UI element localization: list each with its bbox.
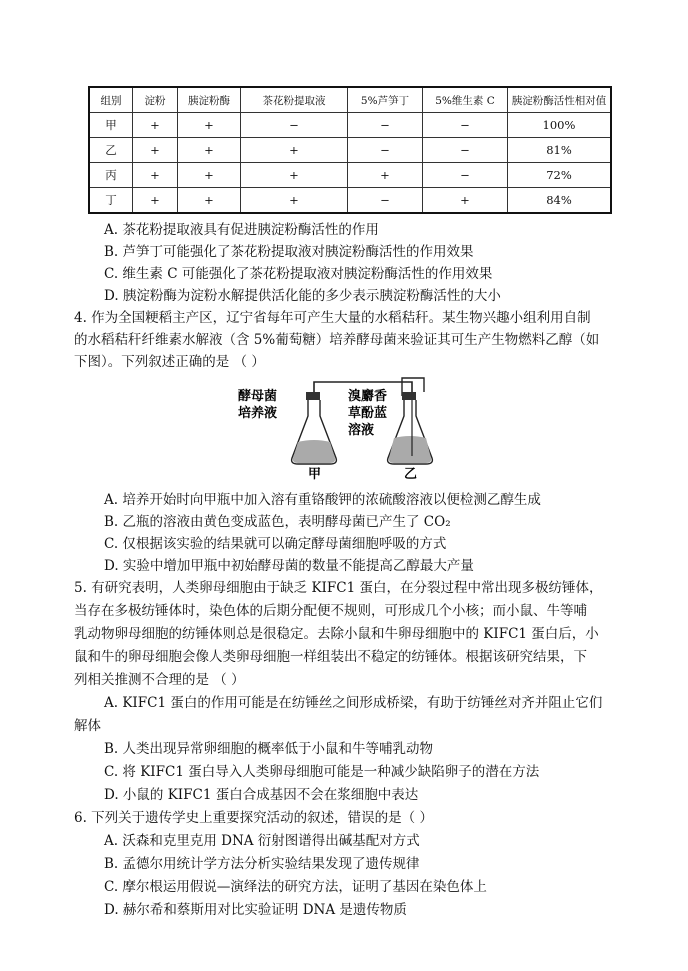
q5-option-a: A. KIFC1 蛋白的作用可能是在纺锤丝之间形成桥梁，有助于纺锤丝对齐并阻止它们 xyxy=(104,695,603,711)
table-cell: − xyxy=(348,138,423,163)
table-cell: − xyxy=(423,163,508,188)
table-cell: + xyxy=(178,188,241,214)
q6-option-a: A. 沃森和克里克用 DNA 衍射图谱得出碱基配对方式 xyxy=(104,833,420,849)
q5-stem-line: 乳动物卵母细胞的纺锤体则总是很稳定。去除小鼠和牛卵母细胞中的 KIFC1 蛋白后，小 xyxy=(74,626,599,642)
q4-stem-line: 4. 作为全国粳稻主产区，辽宁省每年可产生大量的水稻秸秆。某生物兴趣小组利用自制 xyxy=(74,310,591,326)
q5-option-d: D. 小鼠的 KIFC1 蛋白合成基因不会在浆细胞中表达 xyxy=(104,787,419,803)
table-header: 组别 xyxy=(89,87,133,113)
table-cell: − xyxy=(423,113,508,138)
table-row xyxy=(89,163,611,188)
table-cell: + xyxy=(178,163,241,188)
q5-option-b: B. 人类出现异常卵细胞的概率低于小鼠和牛等哺乳动物 xyxy=(104,741,434,757)
liquid-icon xyxy=(293,440,335,463)
table-cell: + xyxy=(241,163,348,188)
q6-option-b: B. 孟德尔用统计学方法分析实验结果发现了遗传规律 xyxy=(104,856,420,872)
table-cell: 72% xyxy=(508,163,612,188)
table-cell: + xyxy=(133,188,178,214)
flask-a-name: 甲 xyxy=(308,467,322,480)
q5-stem-line: 当存在多极纺锤体时，染色体的后期分配便不规则，可形成几个小核；而小鼠、牛等哺 xyxy=(74,603,587,619)
q5-stem-line: 5. 有研究表明，人类卵母细胞由于缺乏 KIFC1 蛋白，在分裂过程中常出现多极纺锤体， xyxy=(74,580,603,596)
table-header: 淀粉 xyxy=(133,87,178,113)
q6-stem: 6. 下列关于遗传学史上重要探究活动的叙述，错误的是（ ） xyxy=(74,810,433,826)
table-cell: 丙 xyxy=(89,163,133,188)
experiment-table xyxy=(88,86,612,214)
table-cell: − xyxy=(348,113,423,138)
flask-a-label: 培养液 xyxy=(238,406,278,421)
liquid-icon xyxy=(389,436,431,463)
table-cell: + xyxy=(423,188,508,214)
table-cell: − xyxy=(423,138,508,163)
table-header-row xyxy=(89,87,611,113)
q3-option-c: C. 维生素 C 可能强化了茶花粉提取液对胰淀粉酶活性的作用效果 xyxy=(104,266,493,282)
q6-option-d: D. 赫尔希和蔡斯用对比实验证明 DNA 是遗传物质 xyxy=(104,902,407,918)
table-cell: + xyxy=(133,113,178,138)
q5-option-c: C. 将 KIFC1 蛋白导入人类卵母细胞可能是一种减少缺陷卵子的潜在方法 xyxy=(104,764,540,780)
table-cell: + xyxy=(178,138,241,163)
q3-option-b: B. 芦笋丁可能强化了茶花粉提取液对胰淀粉酶活性的作用效果 xyxy=(104,244,474,260)
q4-option-b: B. 乙瓶的溶液由黄色变成蓝色，表明酵母菌已产生了 CO₂ xyxy=(104,514,451,530)
fermentation-apparatus-figure xyxy=(236,374,454,480)
table-header: 胰淀粉酶活性相对值 xyxy=(508,87,612,113)
table-header: 茶花粉提取液 xyxy=(241,87,348,113)
q3-option-a: A. 茶花粉提取液具有促进胰淀粉酶活性的作用 xyxy=(104,222,379,238)
table-cell: + xyxy=(348,163,423,188)
flask-b-label: 溶液 xyxy=(348,423,375,438)
table-cell: 81% xyxy=(508,138,612,163)
table-cell: + xyxy=(178,113,241,138)
table-row xyxy=(89,113,611,138)
table-header: 5%芦笋丁 xyxy=(348,87,423,113)
table-cell: 丁 xyxy=(89,188,133,214)
table-cell: + xyxy=(133,163,178,188)
stopper-icon xyxy=(402,392,416,400)
q4-option-d: D. 实验中增加甲瓶中初始酵母菌的数量不能提高乙醇最大产量 xyxy=(104,558,474,574)
table-cell: 甲 xyxy=(89,113,133,138)
table-row xyxy=(89,138,611,163)
q5-stem-line: 列相关推测不合理的是 （ ） xyxy=(74,672,245,688)
table-header: 5%维生素 C xyxy=(423,87,508,113)
flask-b-label: 草酚蓝 xyxy=(348,406,388,421)
q4-option-c: C. 仅根据该实验的结果就可以确定酵母菌细胞呼吸的方式 xyxy=(104,536,447,552)
q4-option-a: A. 培养开始时向甲瓶中加入溶有重铬酸钾的浓硫酸溶液以便检测乙醇生成 xyxy=(104,492,541,508)
q4-stem-line: 下图）。下列叙述正确的是 （ ） xyxy=(74,354,265,370)
table-cell: − xyxy=(348,188,423,214)
table-cell: + xyxy=(241,138,348,163)
flask-b-name: 乙 xyxy=(404,467,418,480)
table-cell: 乙 xyxy=(89,138,133,163)
table-cell: 84% xyxy=(508,188,612,214)
q6-option-c: C. 摩尔根运用假说—演绎法的研究方法，证明了基因在染色体上 xyxy=(104,879,487,895)
flask-a-label: 酵母菌 xyxy=(238,389,278,404)
table-cell: 100% xyxy=(508,113,612,138)
table-cell: − xyxy=(241,113,348,138)
stopper-icon xyxy=(306,392,320,400)
flask-b-label: 溴麝香 xyxy=(348,389,388,404)
q5-stem-line: 鼠和牛的卵母细胞会像人类卵母细胞一样组装出不稳定的纺锤体。根据该研究结果，下 xyxy=(74,649,587,665)
q5-option-a-cont: 解体 xyxy=(74,718,101,734)
table-row xyxy=(89,188,611,214)
table-header: 胰淀粉酶 xyxy=(178,87,241,113)
table-cell: + xyxy=(133,138,178,163)
table-cell: + xyxy=(241,188,348,214)
q4-stem-line: 的水稻秸秆纤维素水解液（含 5%葡萄糖）培养酵母菌来验证其可生产生物燃料乙醇（如 xyxy=(74,332,600,348)
q3-option-d: D. 胰淀粉酶为淀粉水解提供活化能的多少表示胰淀粉酶活性的大小 xyxy=(104,288,501,304)
